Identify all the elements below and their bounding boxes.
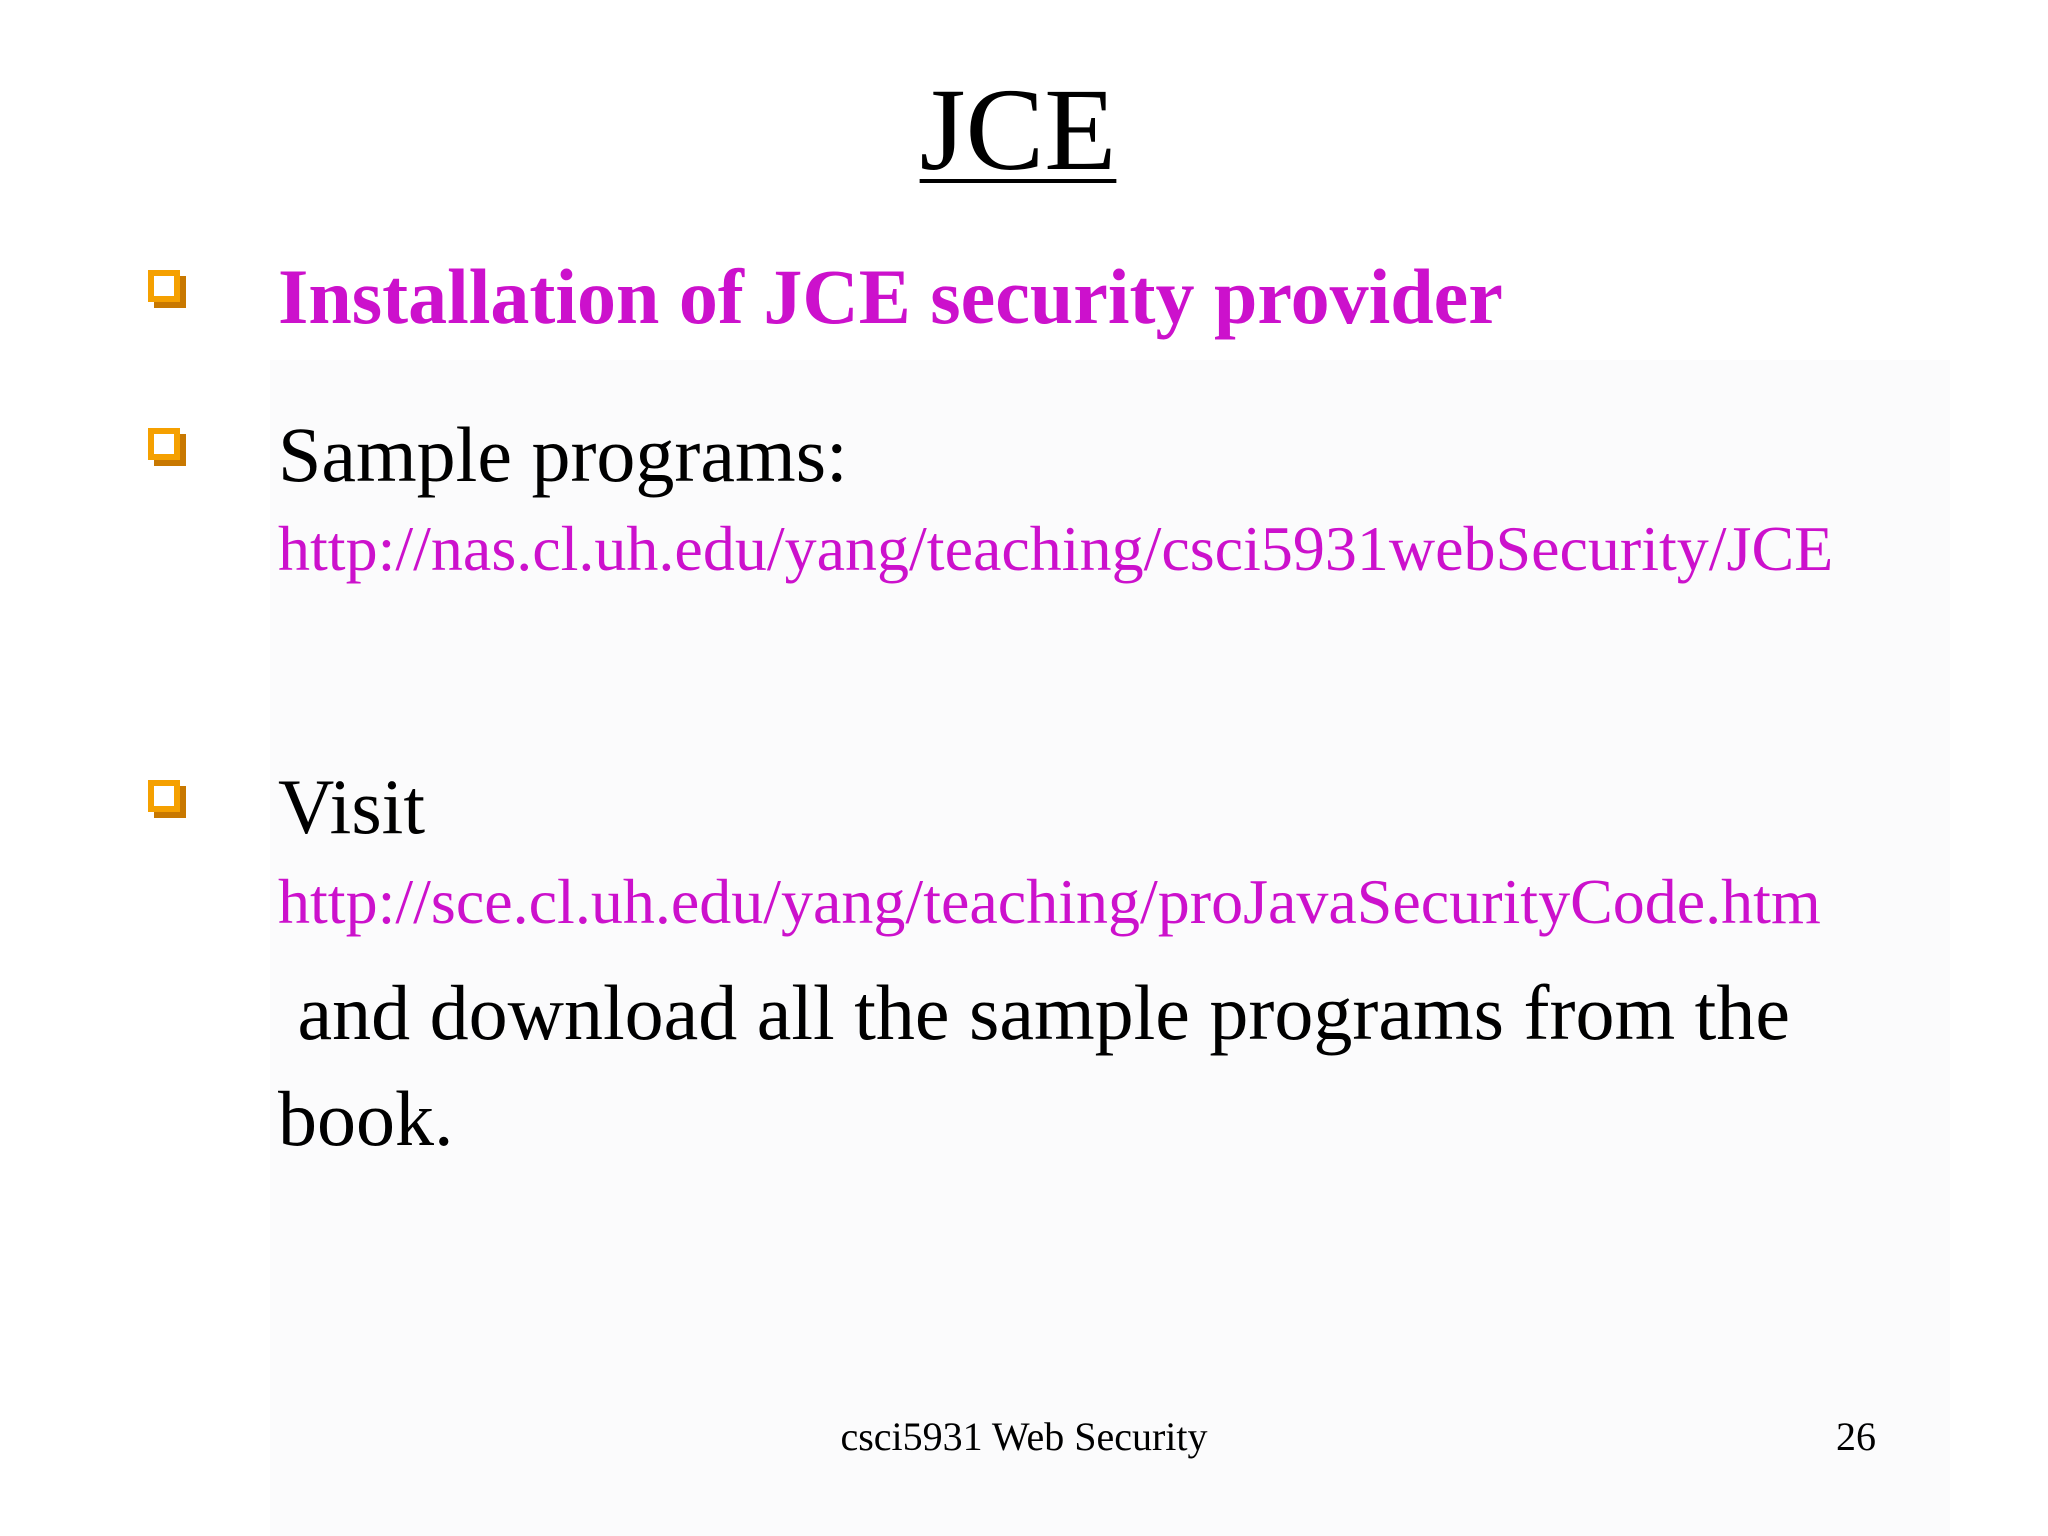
bullet-sample-programs-text: Sample programs: bbox=[278, 411, 848, 498]
slide-title: JCE bbox=[919, 64, 1117, 195]
footer-page-number: 26 bbox=[1836, 1414, 1876, 1459]
bullet-installation-text: Installation of JCE security provider bbox=[278, 253, 1503, 340]
footer-course-name: csci5931 Web Security bbox=[840, 1414, 1208, 1459]
hollow-square-bullet-icon bbox=[146, 778, 188, 820]
hollow-square-bullet-icon bbox=[146, 426, 188, 468]
pro-java-security-code-link[interactable]: http://sce.cl.uh.edu/yang/teaching/proJavaSecurityCode.htm bbox=[278, 866, 1821, 937]
bullet-visit-text: Visit bbox=[278, 763, 426, 850]
bullet-visit-continuation: and download all the sample programs from the book. bbox=[278, 969, 1810, 1162]
sample-programs-link[interactable]: http://nas.cl.uh.edu/yang/teaching/csci5931webSecurity/JCE bbox=[278, 513, 1834, 584]
hollow-square-bullet-icon bbox=[146, 268, 188, 310]
